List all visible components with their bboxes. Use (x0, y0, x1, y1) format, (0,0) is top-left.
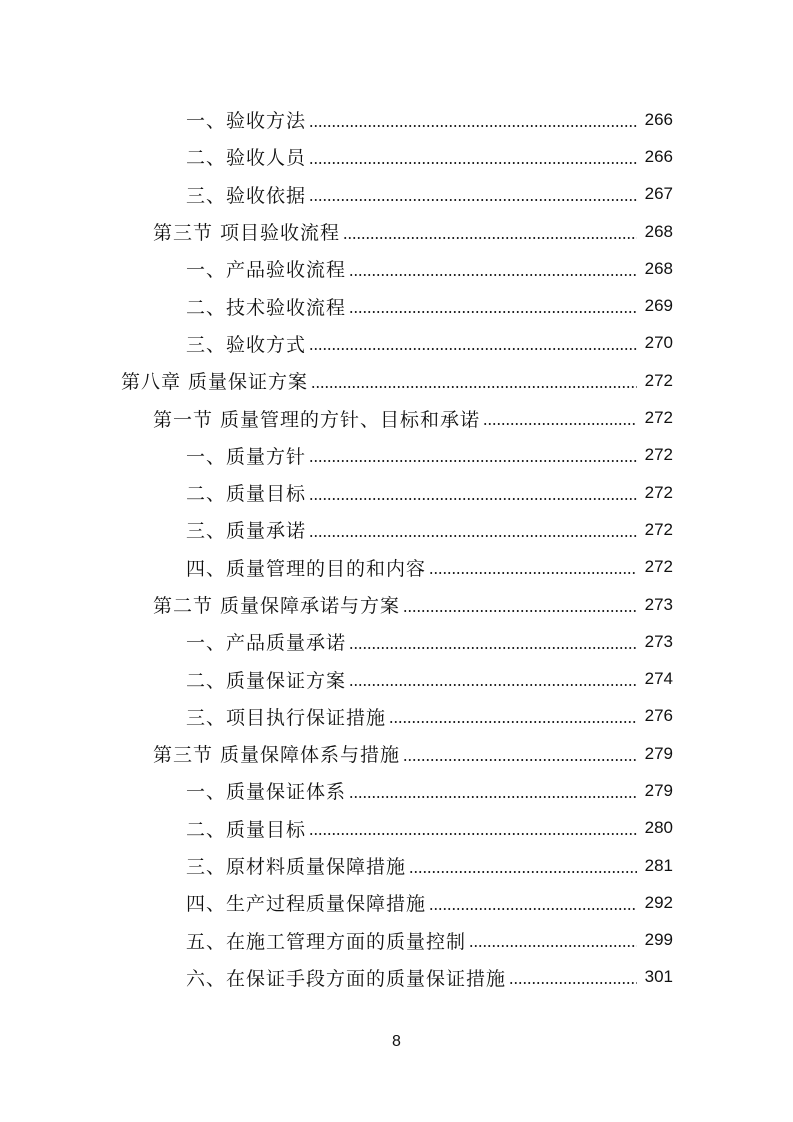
toc-section-entry[interactable] (0, 586, 793, 623)
toc-entry-title: 二、质量保证方案 (186, 669, 347, 692)
dot-leader (309, 833, 637, 835)
dot-leader (483, 423, 637, 425)
dot-leader (309, 535, 637, 537)
dot-leader (403, 610, 637, 612)
page-number: 8 (392, 1033, 401, 1050)
dot-leader (429, 572, 637, 574)
toc-entry-page: 273 (644, 594, 673, 614)
toc-entry-title: 四、生产过程质量保障措施 (186, 893, 427, 916)
dot-leader (349, 796, 637, 798)
toc-entry-title: 第二节 质量保障承诺与方案 (153, 595, 401, 617)
toc-entry-title: 二、质量目标 (186, 483, 307, 506)
toc-entry-title: 一、验收方法 (186, 110, 307, 133)
toc-entry[interactable] (0, 101, 793, 138)
toc-entry[interactable] (0, 623, 793, 660)
toc-entry-page: 273 (644, 631, 673, 651)
dot-leader (409, 871, 637, 873)
toc-entry[interactable] (0, 437, 793, 474)
toc-entry-page: 279 (644, 743, 673, 763)
toc-entry-page: 272 (644, 557, 673, 577)
toc-entry-page: 266 (644, 146, 673, 166)
toc-entry-page: 267 (644, 184, 673, 204)
toc-entry[interactable] (0, 250, 793, 287)
toc-entry-page: 272 (644, 519, 673, 539)
toc-entry[interactable] (0, 176, 793, 213)
toc-entry[interactable] (0, 959, 793, 996)
toc-entry[interactable] (0, 287, 793, 324)
toc-entry-page: 281 (644, 855, 673, 875)
toc-entry-title: 三、验收依据 (186, 184, 307, 207)
dot-leader (509, 982, 637, 984)
dot-leader (349, 274, 637, 276)
dot-leader (309, 125, 637, 127)
toc-entry-title: 一、产品验收流程 (186, 259, 347, 282)
toc-section-entry[interactable] (0, 399, 793, 436)
dot-leader (349, 311, 637, 313)
table-of-contents (0, 101, 793, 996)
toc-entry-page: 301 (644, 967, 673, 987)
dot-leader (309, 348, 637, 350)
toc-entry-page: 272 (644, 482, 673, 502)
toc-entry-title: 三、项目执行保证措施 (186, 706, 387, 729)
toc-entry[interactable] (0, 810, 793, 847)
toc-entry-title: 一、质量保证体系 (186, 781, 347, 804)
toc-entry-page: 268 (644, 221, 673, 241)
toc-entry[interactable] (0, 922, 793, 959)
toc-entry-title: 第三节 质量保障体系与措施 (153, 744, 401, 767)
toc-entry-title: 第一节 质量管理的方针、目标和承诺 (153, 408, 481, 431)
dot-leader (309, 162, 637, 164)
toc-entry[interactable] (0, 549, 793, 586)
dot-leader (309, 498, 637, 500)
toc-entry-title: 第八章 质量保证方案 (121, 371, 309, 394)
dot-leader (343, 237, 637, 239)
toc-entry-title: 二、技术验收流程 (186, 296, 347, 319)
toc-entry-page: 272 (644, 445, 673, 465)
toc-section-entry[interactable] (0, 735, 793, 772)
toc-entry[interactable] (0, 325, 793, 362)
toc-entry-page: 268 (644, 258, 673, 278)
toc-entry[interactable] (0, 884, 793, 921)
toc-entry-page: 274 (644, 669, 673, 689)
toc-section-entry[interactable] (0, 213, 793, 250)
toc-entry-title: 一、产品质量承诺 (186, 632, 347, 655)
toc-entry-page: 280 (644, 818, 673, 838)
toc-entry-page: 292 (644, 892, 673, 912)
toc-entry-page: 272 (644, 408, 673, 428)
toc-entry-title: 四、质量管理的目的和内容 (186, 557, 427, 580)
toc-chapter-entry[interactable] (0, 362, 793, 399)
toc-entry[interactable] (0, 474, 793, 511)
toc-entry-title: 三、原材料质量保障措施 (186, 856, 407, 879)
toc-entry[interactable] (0, 698, 793, 735)
dot-leader (349, 684, 637, 686)
toc-entry-page: 270 (644, 333, 673, 353)
toc-entry-title: 二、验收人员 (186, 147, 307, 170)
toc-entry-title: 三、验收方式 (186, 333, 307, 356)
toc-entry-page: 269 (644, 296, 673, 316)
dot-leader (469, 945, 637, 947)
dot-leader (429, 908, 637, 910)
toc-entry[interactable] (0, 772, 793, 809)
dot-leader (349, 647, 637, 649)
toc-entry-title: 五、在施工管理方面的质量控制 (186, 930, 467, 953)
dot-leader (403, 759, 637, 761)
dot-leader (389, 721, 637, 723)
toc-entry[interactable] (0, 511, 793, 548)
toc-entry[interactable] (0, 660, 793, 697)
dot-leader (309, 460, 637, 462)
toc-entry-page: 266 (644, 109, 673, 129)
toc-entry-page: 272 (644, 370, 673, 390)
toc-entry[interactable] (0, 138, 793, 175)
toc-entry-title: 三、质量承诺 (186, 520, 307, 543)
dot-leader (311, 386, 637, 388)
toc-entry-title: 六、在保证手段方面的质量保证措施 (186, 967, 507, 990)
toc-entry-title: 一、质量方针 (186, 445, 307, 468)
toc-entry-page: 279 (644, 780, 673, 800)
toc-entry[interactable] (0, 847, 793, 884)
toc-entry-page: 276 (644, 706, 673, 726)
dot-leader (309, 199, 637, 201)
toc-entry-title: 二、质量目标 (186, 818, 307, 841)
toc-entry-page: 299 (644, 930, 673, 950)
toc-entry-title: 第三节 项目验收流程 (153, 222, 341, 245)
